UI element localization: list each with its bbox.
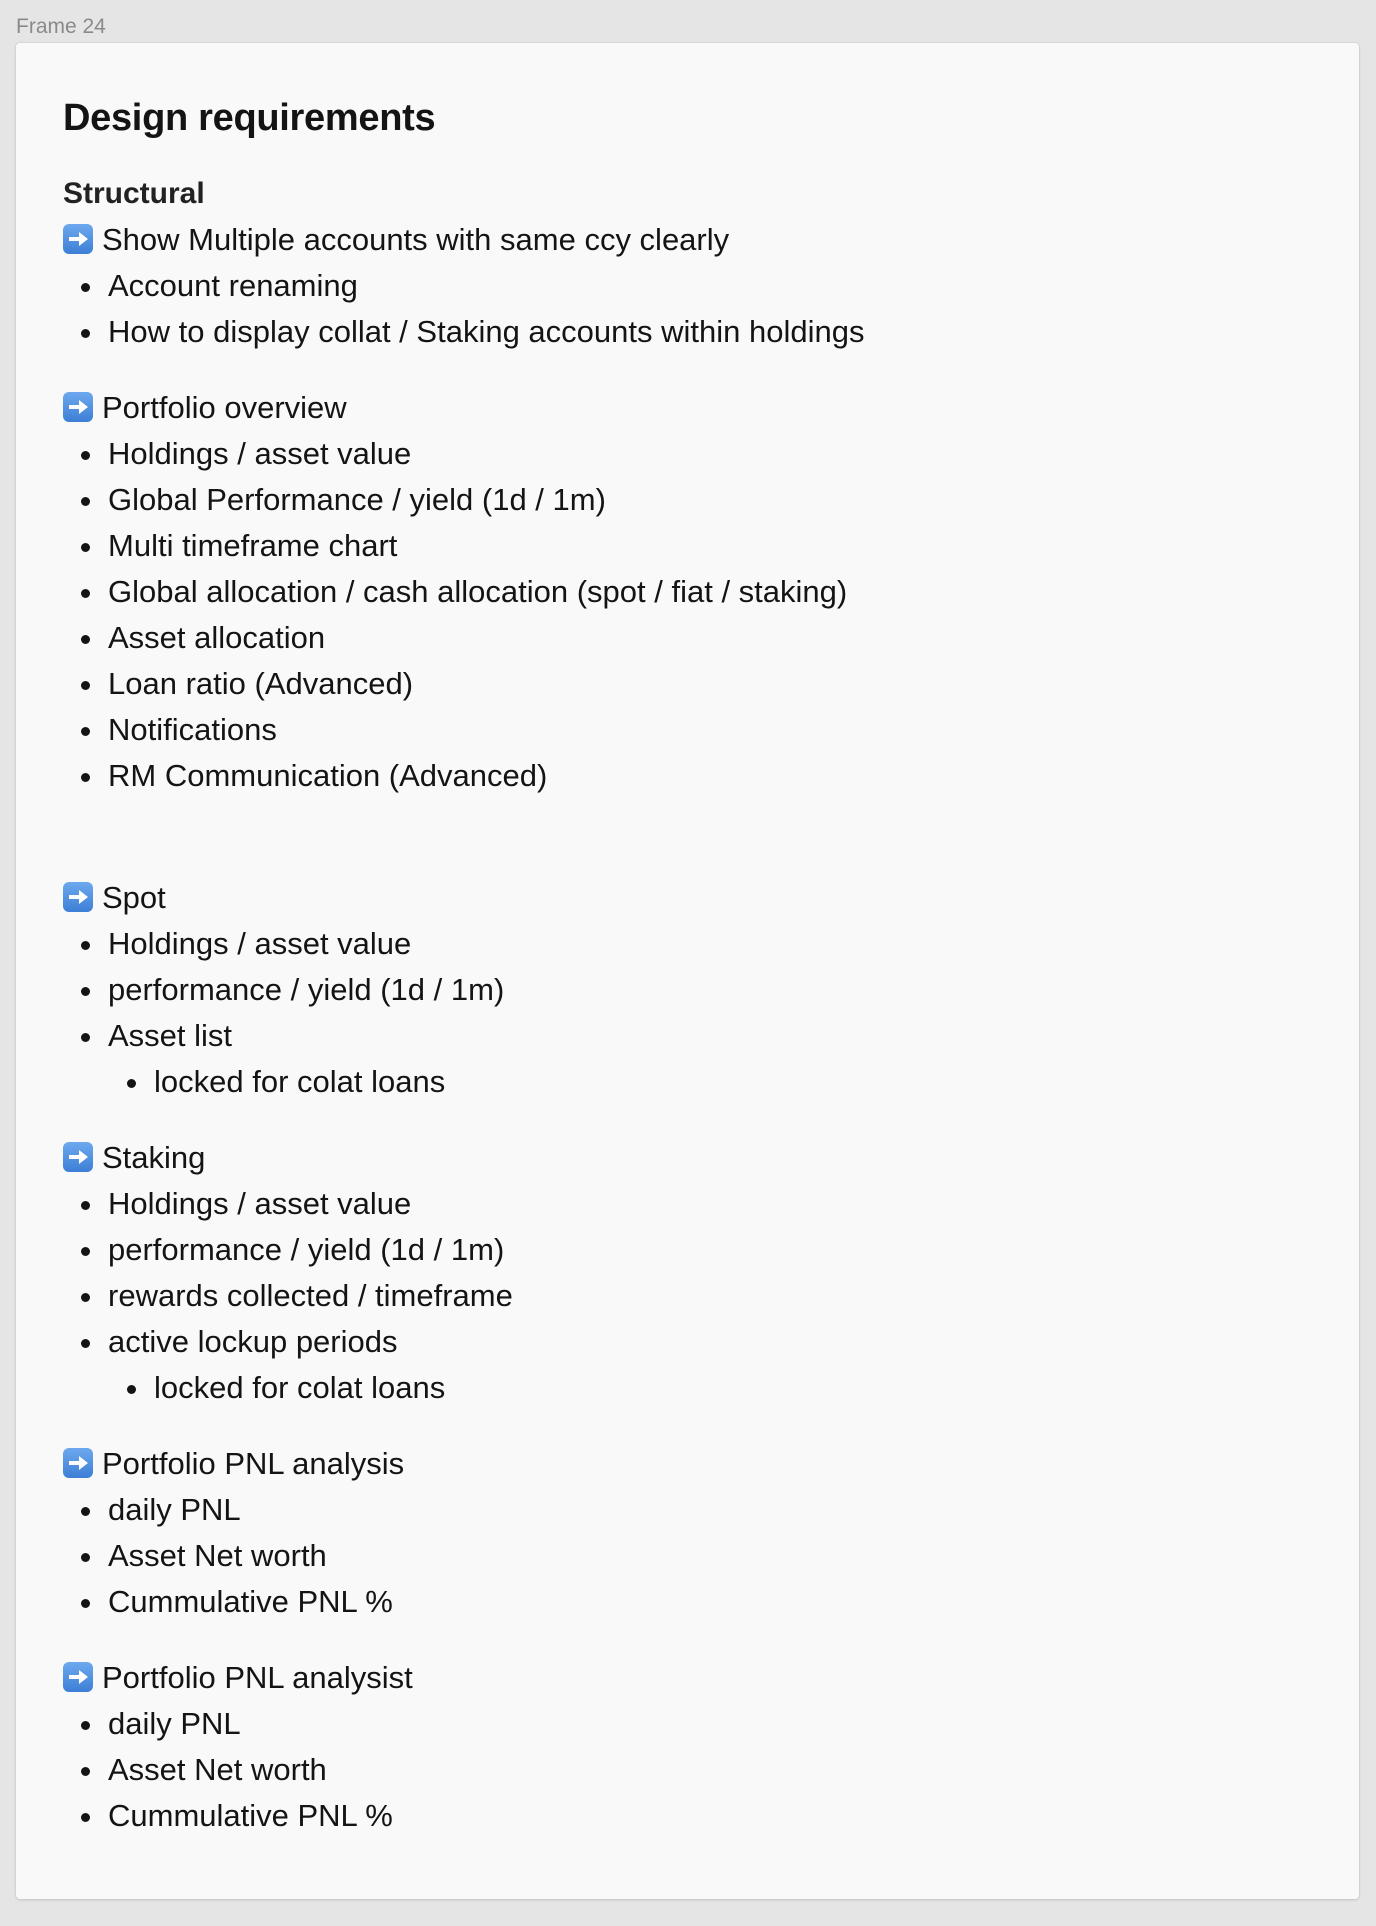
list-item: How to display collat / Staking accounts within holdings bbox=[63, 309, 1359, 355]
list-item: Cummulative PNL % bbox=[63, 1793, 1359, 1839]
list-item: Global allocation / cash allocation (spot / fiat / staking) bbox=[63, 569, 1359, 615]
right-arrow-icon bbox=[63, 1142, 93, 1172]
list-item: RM Communication (Advanced) bbox=[63, 753, 1359, 799]
list-item: Asset list bbox=[63, 1013, 1359, 1059]
section-pnl-analysist bbox=[63, 1655, 1359, 1839]
list-item: Asset Net worth bbox=[63, 1747, 1359, 1793]
list-item: performance / yield (1d / 1m) bbox=[63, 967, 1359, 1013]
right-arrow-icon bbox=[63, 882, 93, 912]
right-arrow-icon bbox=[63, 224, 93, 254]
sub-list-item: locked for colat loans bbox=[63, 1059, 1359, 1105]
section-heading: Portfolio overview bbox=[102, 390, 347, 425]
list-item: Account renaming bbox=[63, 263, 1359, 309]
section-pnl-analysis bbox=[63, 1441, 1359, 1625]
list-item: performance / yield (1d / 1m) bbox=[63, 1227, 1359, 1273]
list-item: active lockup periods bbox=[63, 1319, 1359, 1365]
section-heading: Portfolio PNL analysis bbox=[102, 1446, 405, 1481]
list-item: Holdings / asset value bbox=[63, 1181, 1359, 1227]
right-arrow-icon bbox=[63, 1448, 93, 1478]
list-item: rewards collected / timeframe bbox=[63, 1273, 1359, 1319]
right-arrow-icon bbox=[63, 1662, 93, 1692]
list-item: Asset allocation bbox=[63, 615, 1359, 661]
right-arrow-icon bbox=[63, 392, 93, 422]
requirements-card bbox=[16, 43, 1359, 1899]
section-multiple-accounts bbox=[63, 217, 1359, 355]
list-item: Global Performance / yield (1d / 1m) bbox=[63, 477, 1359, 523]
section-staking bbox=[63, 1135, 1359, 1411]
section-portfolio-overview bbox=[63, 385, 1359, 799]
section-subtitle: Structural bbox=[63, 177, 205, 210]
list-item: Asset Net worth bbox=[63, 1533, 1359, 1579]
sub-list-item: locked for colat loans bbox=[63, 1365, 1359, 1411]
section-heading: Portfolio PNL analysist bbox=[102, 1660, 413, 1695]
page-title: Design requirements bbox=[63, 97, 436, 139]
list-item: Multi timeframe chart bbox=[63, 523, 1359, 569]
section-heading: Spot bbox=[102, 880, 166, 915]
list-item: Loan ratio (Advanced) bbox=[63, 661, 1359, 707]
list-item: Cummulative PNL % bbox=[63, 1579, 1359, 1625]
section-heading: Show Multiple accounts with same ccy clearly bbox=[102, 222, 730, 257]
list-item: Holdings / asset value bbox=[63, 921, 1359, 967]
list-item: daily PNL bbox=[63, 1487, 1359, 1533]
list-item: Notifications bbox=[63, 707, 1359, 753]
list-item: daily PNL bbox=[63, 1701, 1359, 1747]
section-heading: Staking bbox=[102, 1140, 206, 1175]
frame-label[interactable]: Frame 24 bbox=[16, 15, 106, 38]
section-spot bbox=[63, 875, 1359, 1105]
list-item: Holdings / asset value bbox=[63, 431, 1359, 477]
